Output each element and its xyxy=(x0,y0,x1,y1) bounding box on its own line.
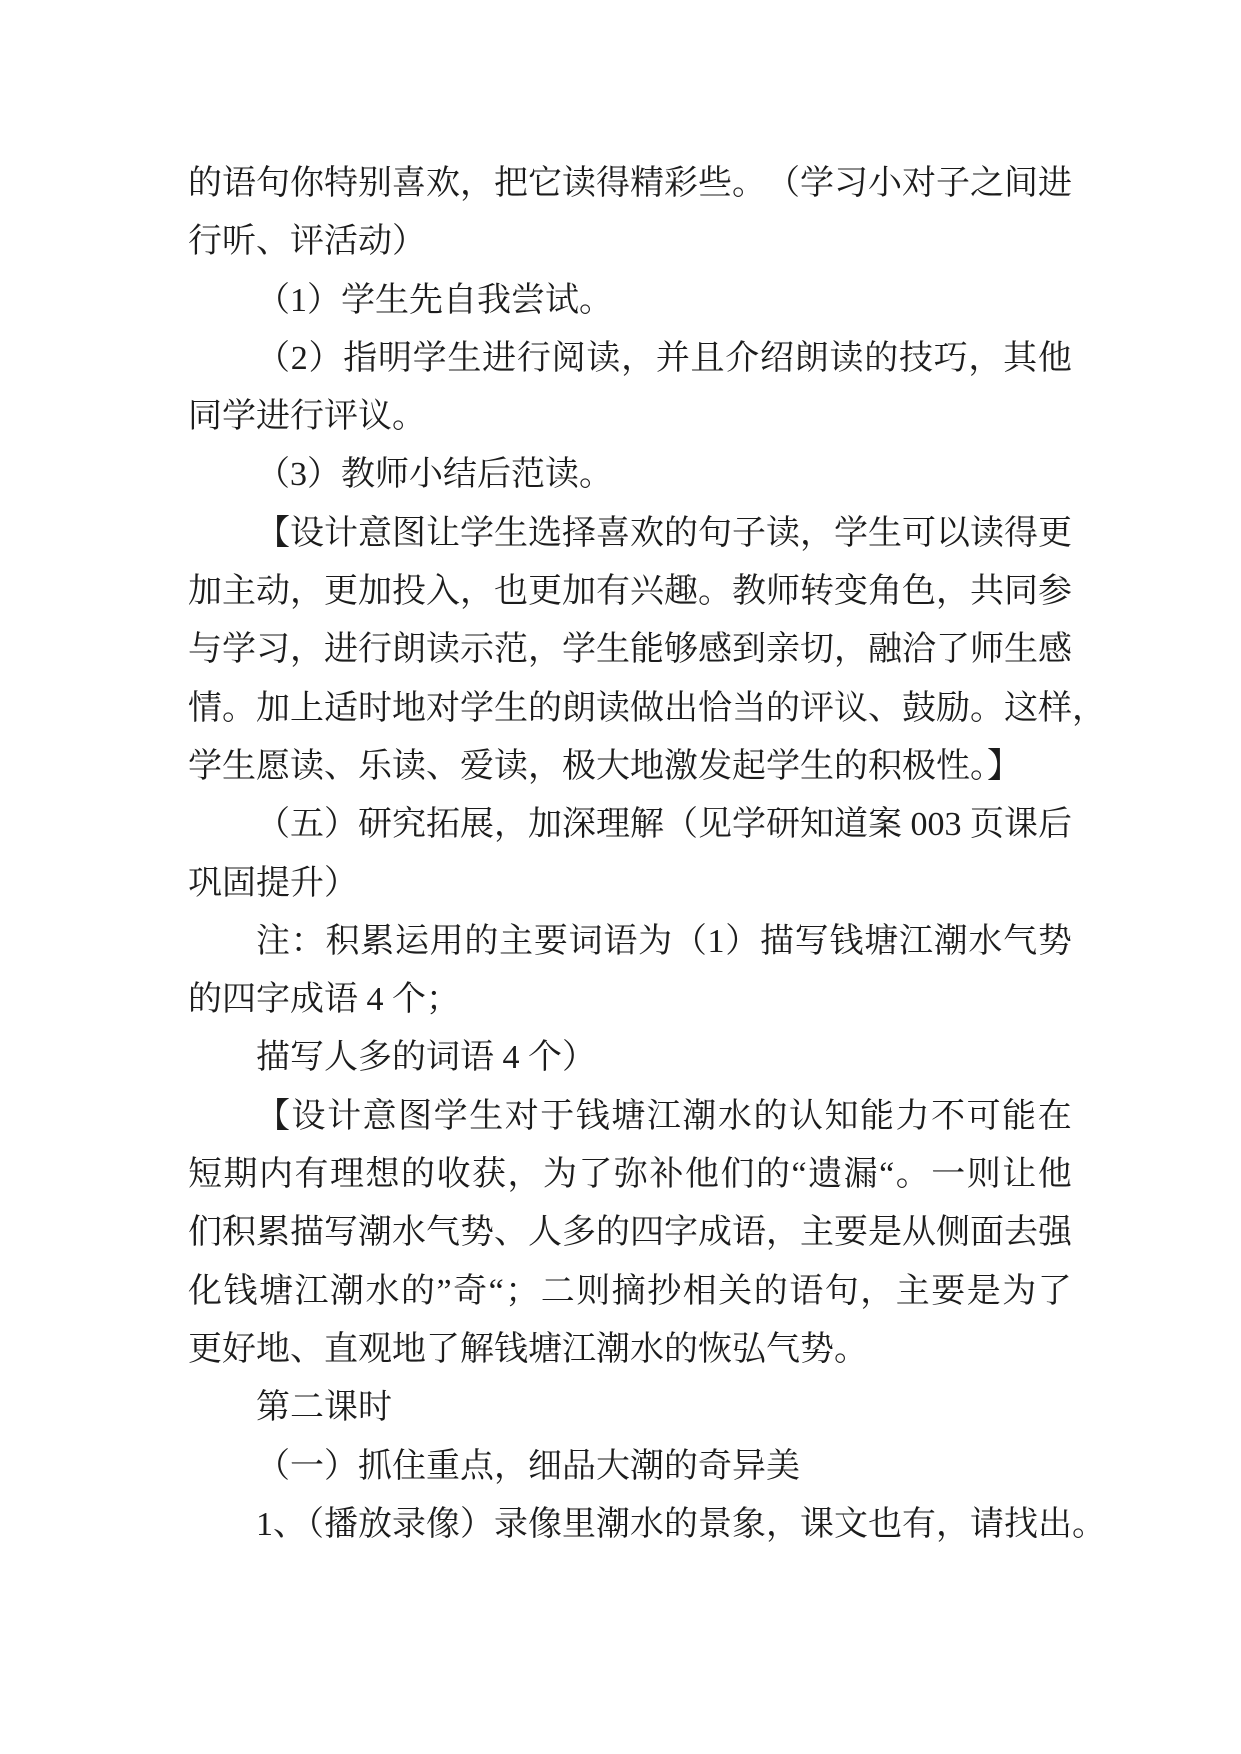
text-line: 1、（播放录像）录像里潮水的景象，课文也有，请找出。 xyxy=(256,1505,1106,1543)
text-line: （一）抓住重点，细品大潮的奇异美 xyxy=(256,1447,800,1485)
text-line: 更好地、直观地了解钱塘江潮水的恢弘气势。 xyxy=(188,1330,868,1368)
paragraph xyxy=(188,505,1106,796)
text-line: （1）学生先自我尝试。 xyxy=(256,281,613,319)
paragraph xyxy=(188,155,1072,272)
paragraph xyxy=(188,272,1072,330)
paragraph xyxy=(188,796,1072,913)
text-line: 的 语 句 你 特 别 喜 欢 ， 把 它 读 得 精 彩 些 。 （ 学 习 小 对 子 之 间 进 xyxy=(188,165,1072,202)
paragraph xyxy=(188,1496,1106,1554)
paragraph xyxy=(188,330,1072,447)
text-line: 【 设 计 意 图 学 生 对 于 钱 塘 江 潮 水 的 认 知 能 力 不 可 能 在 xyxy=(256,1097,1072,1135)
paragraph xyxy=(188,913,1072,1030)
text-line: 加 主 动 ， 更 加 投 入 ， 也 更 加 有 兴 趣 。 教 师 转 变 角 色 ， 共 同 参 xyxy=(188,573,1072,611)
text-line: 化 钱 塘 江 潮 水 的 ” 奇 “ ； 二 则 摘 抄 相 关 的 语 句 ， 主 要 是 为 了 xyxy=(188,1272,1072,1310)
text-line: 第二课时 xyxy=(256,1389,392,1427)
text-line: （3）教师小结后范读。 xyxy=(256,456,613,494)
text-line: 情 。 加 上 适 时 地 对 学 生 的 朗 读 做 出 恰 当 的 评 议 、 鼓 励 。 这 样 ， xyxy=(188,689,1106,727)
paragraph xyxy=(188,1438,1072,1496)
paragraph xyxy=(188,1088,1072,1379)
text-line: 与 学 习 ， 进 行 朗 读 示 范 ， 学 生 能 够 感 到 亲 切 ， 融 洽 了 师 生 感 xyxy=(188,631,1072,669)
paragraph xyxy=(188,1379,1072,1437)
paragraph xyxy=(188,446,1072,504)
text-line: 短 期 内 有 理 想 的 收 获 ， 为 了 弥 补 他 们 的 “ 遗 漏 “ 。 一 则 让 他 xyxy=(188,1156,1072,1194)
text-line: （ 五 ） 研 究 拓 展 ， 加 深 理 解 （ 见 学 研 知 道 案 0 0 3 页 课 后 xyxy=(256,806,1072,844)
text-line: 同学进行评议。 xyxy=(188,398,426,436)
text-line: 【 设 计 意 图 让 学 生 选 择 喜 欢 的 句 子 读 ， 学 生 可 以 读 得 更 xyxy=(256,514,1072,552)
text-line: 描写人多的词语 4 个） xyxy=(256,1039,596,1077)
text-line: （ 2 ） 指 明 学 生 进 行 阅 读 ， 并 且 介 绍 朗 读 的 技 巧 ， 其 他 xyxy=(256,339,1072,377)
text-line: 巩固提升） xyxy=(188,864,358,902)
text-line: 学生愿读、乐读、爱读，极大地激发起学生的积极性。】 xyxy=(188,747,1021,785)
paragraph xyxy=(188,1029,1072,1087)
text-line: 们 积 累 描 写 潮 水 气 势 、 人 多 的 四 字 成 语 ， 主 要 是 从 侧 面 去 强 xyxy=(188,1214,1072,1252)
text-line: 注 ： 积 累 运 用 的 主 要 词 语 为 （ 1 ） 描 写 钱 塘 江 潮 水 气 势 xyxy=(256,922,1072,960)
text-line: 的四字成语 4 个； xyxy=(188,981,460,1019)
text-line: 行听、评活动） xyxy=(188,223,426,261)
document-body xyxy=(188,155,1106,1554)
